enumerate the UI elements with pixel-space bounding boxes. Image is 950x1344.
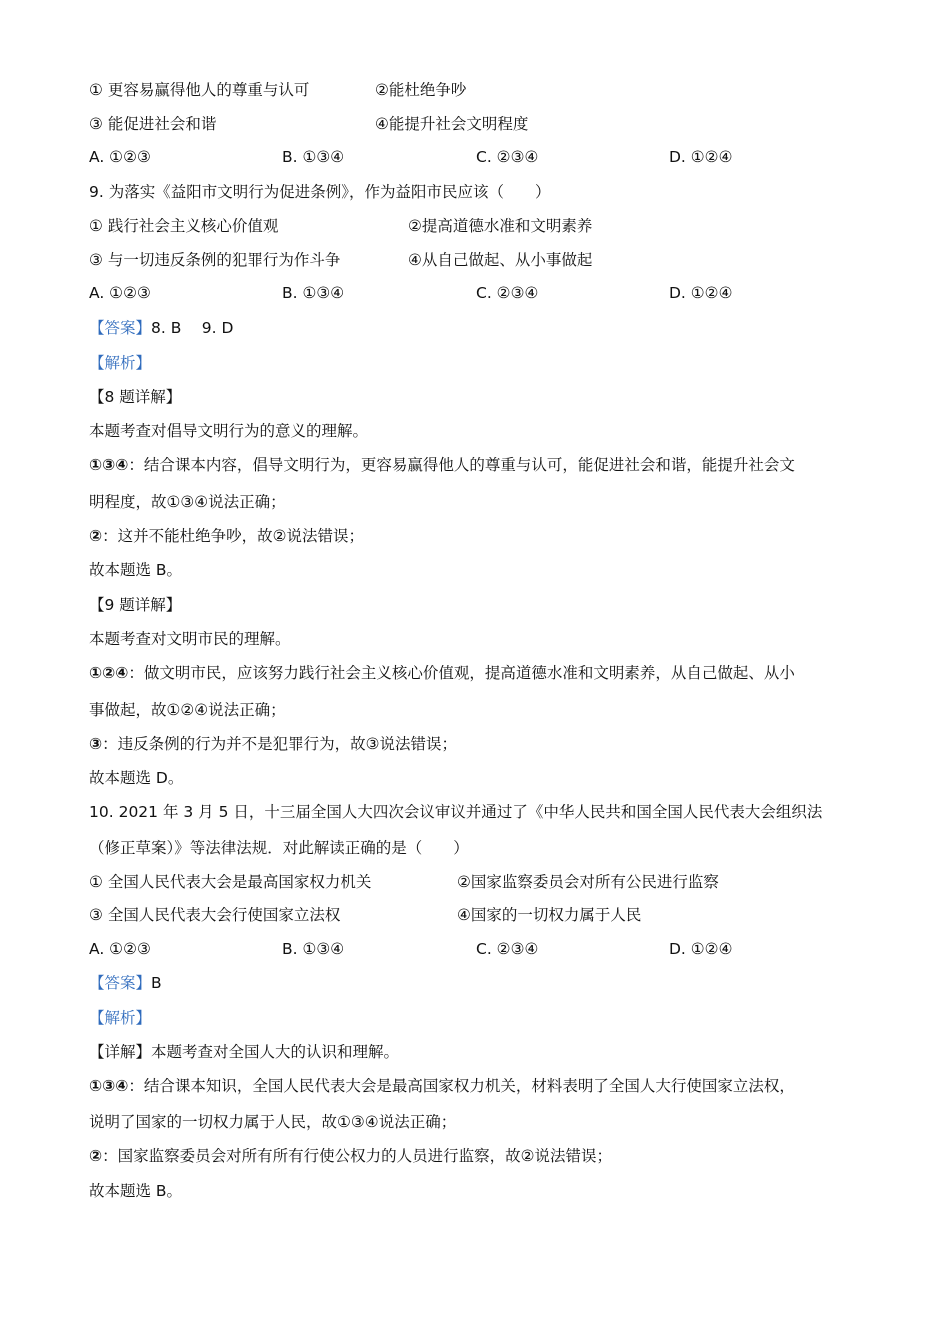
detail-9-intro: 本题考查对文明市民的理解。	[89, 630, 291, 648]
detail-8-intro: 本题考查对倡导文明行为的意义的理解。	[89, 422, 369, 440]
analysis-10-tag: 【解析】	[89, 1009, 152, 1027]
detail-10-intro-text: 本题考查对全国人大的认识和理解。	[151, 1043, 400, 1061]
q9-option-4: ④从自己做起、从小事做起	[408, 251, 593, 269]
detail-8-title: 【8 题详解】	[89, 388, 182, 406]
detail-10-tag: 【详解】	[89, 1043, 152, 1061]
detail-8-paragraph-1	[89, 455, 795, 475]
q8-option-3: ③ 能促进社会和谐	[89, 115, 217, 133]
q8-options-row-2	[89, 114, 869, 134]
detail-8-text-2: ：这并不能杜绝争吵，故②说法错误；	[102, 527, 365, 545]
detail-10-conclusion: 故本题选 B。	[89, 1182, 183, 1200]
q9-options-row-1	[89, 216, 869, 236]
detail-10-paragraph-1-cont: 说明了国家的一切权力属于人民，故①③④说法正确；	[89, 1113, 457, 1131]
q8-choice-d: D. ①②④	[669, 148, 733, 166]
q10-options-row-2	[89, 905, 869, 925]
analysis-tag: 【解析】	[89, 354, 152, 372]
answer-10	[89, 973, 162, 993]
detail-9-title: 【9 题详解】	[89, 596, 182, 614]
detail-10-paragraph-2	[89, 1146, 612, 1166]
detail-10-intro	[89, 1042, 399, 1062]
q9-option-3: ③ 与一切违反条例的犯罪行为作斗争	[89, 251, 341, 269]
q9-choice-b: B. ①③④	[282, 284, 345, 302]
q10-options-row-1	[89, 872, 869, 892]
q8-choices-row	[89, 147, 869, 167]
q10-choice-b: B. ①③④	[282, 940, 345, 958]
detail-9-mark-1: ①②④	[89, 664, 129, 682]
q10-option-3: ③ 全国人民代表大会行使国家立法权	[89, 906, 341, 924]
q8-options-row-1	[89, 80, 869, 100]
detail-10-mark-1: ①③④	[89, 1077, 129, 1095]
answer-10-tag: 【答案】	[89, 974, 152, 992]
q9-option-1: ① 践行社会主义核心价值观	[89, 217, 279, 235]
q8-choice-c: C. ②③④	[476, 148, 539, 166]
q9-choices-row	[89, 283, 869, 303]
answer-tag: 【答案】	[89, 319, 152, 337]
detail-9-text-2: ：违反条例的行为并不是犯罪行为，故③说法错误；	[102, 735, 458, 753]
q8-option-2: ②能杜绝争吵	[375, 81, 467, 99]
q8-option-4: ④能提升社会文明程度	[375, 115, 529, 133]
detail-10-text-1: ：结合课本知识，全国人民代表大会是最高国家权力机关，材料表明了全国人大行使国家立法权，	[128, 1077, 795, 1095]
q8-choice-b: B. ①③④	[282, 148, 345, 166]
answer-text: 8. B 9. D	[151, 319, 234, 337]
detail-9-text-1: ：做文明市民，应该努力践行社会主义核心价值观，提高道德水准和文明素养，从自己做起、从小	[128, 664, 795, 682]
q9-choice-d: D. ①②④	[669, 284, 733, 302]
q10-choice-a: A. ①②③	[89, 940, 151, 958]
detail-10-paragraph-1	[89, 1076, 795, 1096]
detail-10-mark-2: ②	[89, 1147, 103, 1165]
detail-9-conclusion: 故本题选 D。	[89, 769, 184, 787]
detail-8-mark-1: ①③④	[89, 456, 129, 474]
q10-choices-row	[89, 939, 869, 959]
q8-option-1: ① 更容易赢得他人的尊重与认可	[89, 81, 310, 99]
detail-8-paragraph-1-cont: 明程度，故①③④说法正确；	[89, 493, 286, 511]
answer-10-text: B	[151, 974, 162, 992]
q9-options-row-2	[89, 250, 869, 270]
detail-8-mark-2: ②	[89, 527, 103, 545]
detail-8-text-1: ：结合课本内容，倡导文明行为，更容易赢得他人的尊重与认可，能促进社会和谐，能提升社会文	[128, 456, 795, 474]
q9-stem: 9. 为落实《益阳市文明行为促进条例》，作为益阳市民应该（ ）	[89, 183, 551, 201]
q10-choice-c: C. ②③④	[476, 940, 539, 958]
detail-10-text-2: ：国家监察委员会对所有所有行使公权力的人员进行监察，故②说法错误；	[102, 1147, 613, 1165]
q10-stem-line-1: 10. 2021 年 3 月 5 日，十三届全国人大四次会议审议并通过了《中华人民共和国全国人民代表大会组织法	[89, 803, 823, 821]
q8-choice-a: A. ①②③	[89, 148, 151, 166]
detail-8-paragraph-2	[89, 526, 364, 546]
q9-choice-a: A. ①②③	[89, 284, 151, 302]
q10-option-1: ① 全国人民代表大会是最高国家权力机关	[89, 873, 372, 891]
detail-9-paragraph-1-cont: 事做起，故①②④说法正确；	[89, 701, 286, 719]
detail-8-conclusion: 故本题选 B。	[89, 561, 183, 579]
detail-9-paragraph-2	[89, 734, 457, 754]
q10-stem-line-2: （修正草案）》等法律法规．对此解读正确的是（ ）	[89, 839, 469, 857]
q10-option-2: ②国家监察委员会对所有公民进行监察	[457, 873, 719, 891]
q10-choice-d: D. ①②④	[669, 940, 733, 958]
q9-choice-c: C. ②③④	[476, 284, 539, 302]
answer-8-9	[89, 318, 233, 338]
detail-9-mark-2: ③	[89, 735, 103, 753]
detail-9-paragraph-1	[89, 663, 795, 683]
q10-option-4: ④国家的一切权力属于人民	[457, 906, 642, 924]
q9-option-2: ②提高道德水准和文明素养	[408, 217, 593, 235]
